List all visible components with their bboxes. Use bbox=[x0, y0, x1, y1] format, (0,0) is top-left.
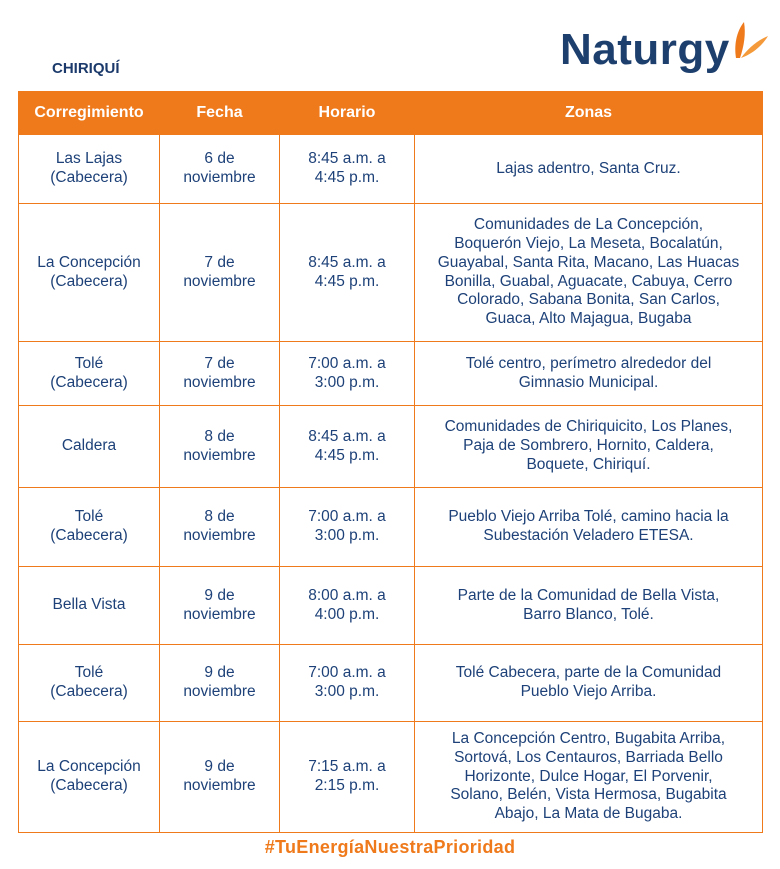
cell-zonas: Parte de la Comunidad de Bella Vista, Barro Blanco, Tolé. bbox=[415, 567, 763, 645]
cell-horario: 7:15 a.m. a 2:15 p.m. bbox=[280, 722, 415, 833]
cell-zonas: Lajas adentro, Santa Cruz. bbox=[415, 135, 763, 204]
table-row bbox=[19, 722, 763, 833]
header-horario: Horario bbox=[280, 91, 415, 135]
cell-fecha: 9 de noviembre bbox=[160, 567, 280, 645]
header-fecha: Fecha bbox=[160, 91, 280, 135]
cell-zonas: Comunidades de Chiriquicito, Los Planes, Paja de Sombrero, Hornito, Caldera, Boquete, Chiriquí. bbox=[415, 406, 763, 488]
cell-horario: 8:00 a.m. a 4:00 p.m. bbox=[280, 567, 415, 645]
cell-zonas: La Concepción Centro, Bugabita Arriba, Sortová, Los Centauros, Barriada Bello Horizonte, Dulce Hogar, El Porvenir, Solano, Belén, Vista Hermosa, Bugabita Abajo, La Mata de Bugaba. bbox=[415, 722, 763, 833]
cell-horario: 8:45 a.m. a 4:45 p.m. bbox=[280, 204, 415, 342]
schedule-table bbox=[18, 91, 763, 833]
cell-corregimiento: Tolé (Cabecera) bbox=[19, 488, 160, 567]
table-row bbox=[19, 135, 763, 204]
cell-fecha: 8 de noviembre bbox=[160, 406, 280, 488]
butterfly-icon bbox=[732, 18, 770, 62]
cell-horario: 7:00 a.m. a 3:00 p.m. bbox=[280, 342, 415, 406]
table-row bbox=[19, 204, 763, 342]
cell-horario: 7:00 a.m. a 3:00 p.m. bbox=[280, 488, 415, 567]
table-row bbox=[19, 645, 763, 722]
header-corregimiento: Corregimiento bbox=[19, 91, 160, 135]
table-row bbox=[19, 567, 763, 645]
logo-wordmark: Naturgy bbox=[560, 25, 730, 74]
table-row bbox=[19, 342, 763, 406]
hashtag-text: #TuEnergíaNuestraPrioridad bbox=[264, 837, 516, 857]
cell-horario: 7:00 a.m. a 3:00 p.m. bbox=[280, 645, 415, 722]
cell-zonas: Tolé Cabecera, parte de la Comunidad Pueblo Viejo Arriba. bbox=[415, 645, 763, 722]
cell-fecha: 7 de noviembre bbox=[160, 204, 280, 342]
cell-fecha: 6 de noviembre bbox=[160, 135, 280, 204]
cell-fecha: 9 de noviembre bbox=[160, 645, 280, 722]
cell-zonas: Pueblo Viejo Arriba Tolé, camino hacia la Subestación Veladero ETESA. bbox=[415, 488, 763, 567]
naturgy-logo bbox=[560, 18, 770, 72]
cell-fecha: 8 de noviembre bbox=[160, 488, 280, 567]
cell-corregimiento: Tolé (Cabecera) bbox=[19, 342, 160, 406]
region-title: CHIRIQUÍ bbox=[52, 60, 120, 77]
cell-horario: 8:45 a.m. a 4:45 p.m. bbox=[280, 406, 415, 488]
cell-corregimiento: Las Lajas (Cabecera) bbox=[19, 135, 160, 204]
header-zonas: Zonas bbox=[415, 91, 763, 135]
cell-corregimiento: Caldera bbox=[19, 406, 160, 488]
table-header-row bbox=[19, 91, 763, 135]
table-row bbox=[19, 488, 763, 567]
cell-corregimiento: Tolé (Cabecera) bbox=[19, 645, 160, 722]
cell-zonas: Tolé centro, perímetro alrededor del Gimnasio Municipal. bbox=[415, 342, 763, 406]
table-row bbox=[19, 406, 763, 488]
cell-fecha: 9 de noviembre bbox=[160, 722, 280, 833]
cell-horario: 8:45 a.m. a 4:45 p.m. bbox=[280, 135, 415, 204]
cell-corregimiento: La Concepción (Cabecera) bbox=[19, 204, 160, 342]
cell-corregimiento: La Concepción (Cabecera) bbox=[19, 722, 160, 833]
cell-zonas: Comunidades de La Concepción, Boquerón Viejo, La Meseta, Bocalatún, Guayabal, Santa Rita, Macano, Las Huacas Bonilla, Guabal, Aguacate, Cabuya, Cerro Colorado, Sabana Bonita, San Carlos, Guaca, Alto Majagua, Bugaba bbox=[415, 204, 763, 342]
cell-corregimiento: Bella Vista bbox=[19, 567, 160, 645]
cell-fecha: 7 de noviembre bbox=[160, 342, 280, 406]
